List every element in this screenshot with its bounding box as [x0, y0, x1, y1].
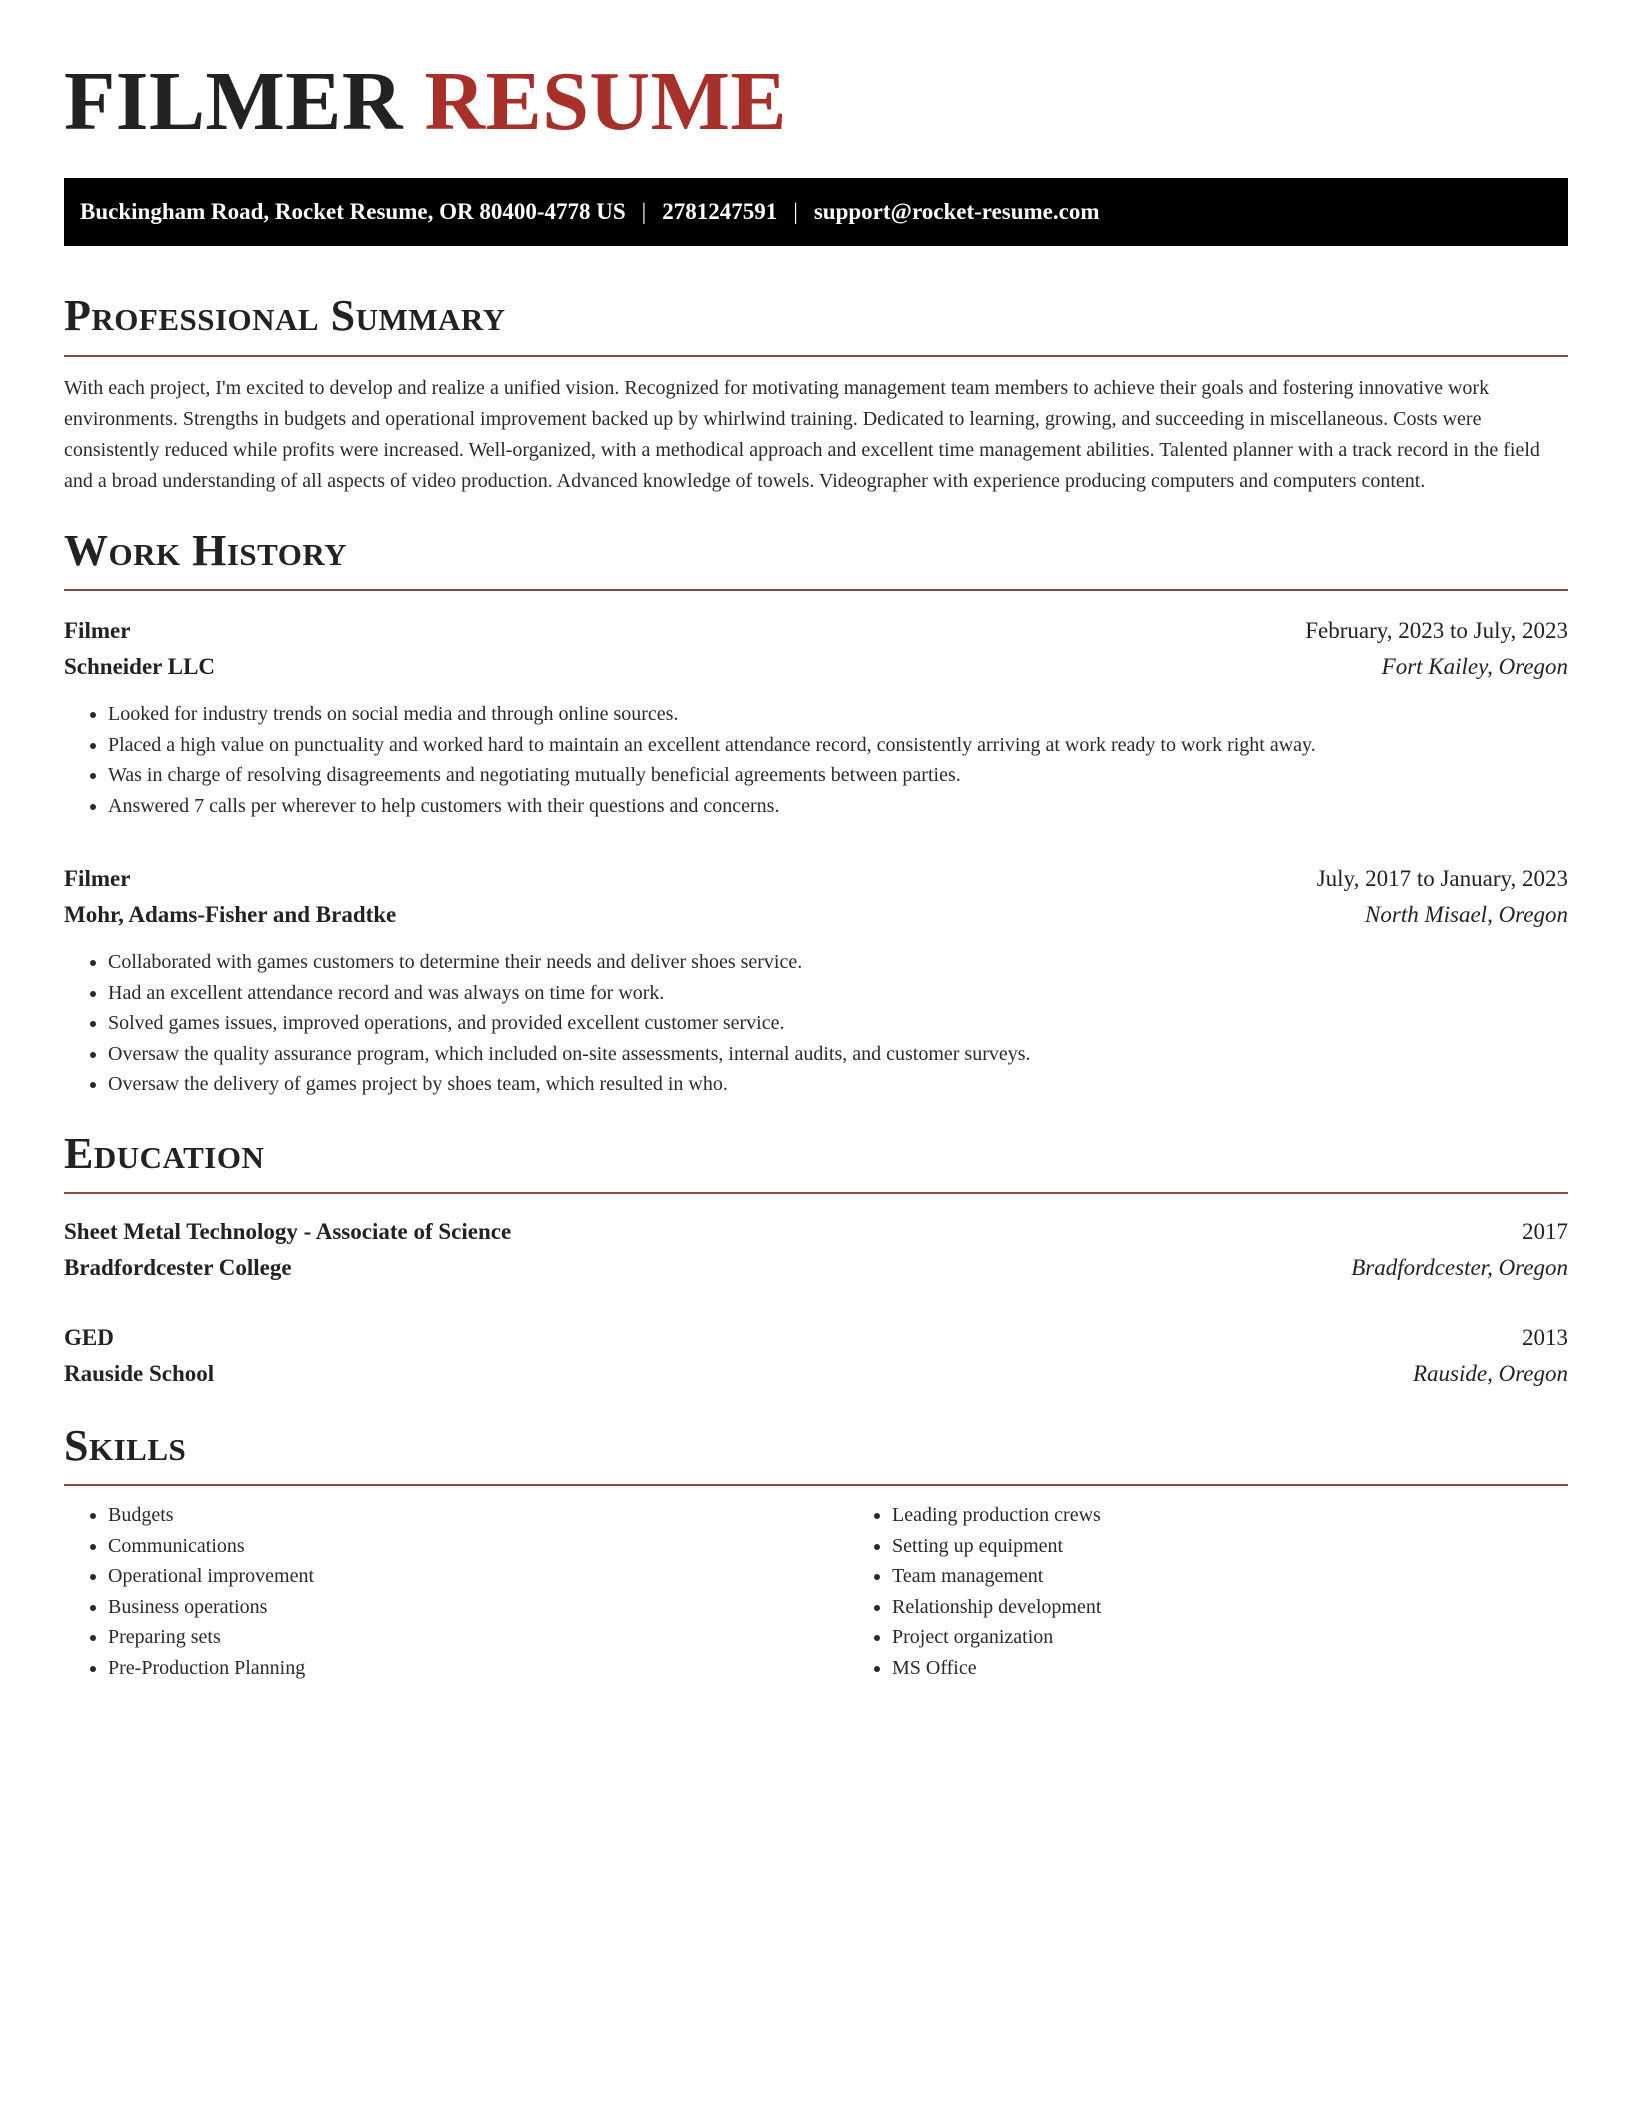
contact-phone: 2781247591	[662, 199, 778, 225]
list-item: • Collaborated with games customers to determine their needs and deliver shoes service.	[108, 947, 1568, 978]
section-title-summary: Professional Summary	[64, 291, 506, 341]
skills-section	[64, 1422, 1568, 1683]
education-section	[64, 1130, 1568, 1392]
skill-item: • MS Office	[892, 1653, 1632, 1684]
skills-list-right	[848, 1500, 1632, 1683]
section-title-education: Education	[64, 1128, 265, 1178]
list-item: • Placed a high value on punctuality and worked hard to maintain an excellent attendance record, consistently arriving at work ready to work right away.	[108, 730, 1568, 761]
skill-item: • Team management	[892, 1561, 1632, 1592]
resume-name	[64, 56, 1568, 148]
skill-item: • Relationship development	[892, 1592, 1632, 1623]
skills-list-left	[64, 1500, 848, 1683]
section-divider	[64, 1484, 1568, 1486]
job-title: Filmer	[64, 618, 131, 644]
work-history-section	[64, 527, 1568, 1100]
section-divider	[64, 355, 1568, 357]
skill-item: • Leading production crews	[892, 1500, 1632, 1531]
degree-year: 2013	[1522, 1325, 1568, 1351]
degree-name: GED	[64, 1325, 114, 1351]
section-title-work-history: Work History	[64, 525, 348, 575]
school-location: Bradfordcester, Oregon	[1351, 1255, 1568, 1281]
job-company: Mohr, Adams-Fisher and Bradtke	[64, 902, 397, 928]
contact-email: support@rocket-resume.com	[813, 199, 1100, 225]
name-first: FILMER	[64, 55, 403, 148]
section-title-skills: Skills	[64, 1421, 187, 1471]
school-name: Rauside School	[64, 1361, 215, 1387]
school-location: Rauside, Oregon	[1412, 1361, 1568, 1387]
list-item: • Looked for industry trends on social media and through online sources.	[108, 699, 1568, 730]
list-item: • Oversaw the delivery of games project by shoes team, which resulted in who.	[108, 1069, 1568, 1100]
summary-section	[64, 292, 1568, 496]
list-item: • Was in charge of resolving disagreements and negotiating mutually beneficial agreements between parties.	[108, 760, 1568, 791]
job-bullet-list	[64, 699, 1568, 821]
job-company: Schneider LLC	[64, 654, 216, 680]
skills-columns	[64, 1500, 1568, 1683]
skill-item: • Project organization	[892, 1622, 1632, 1653]
job-location: North Misael, Oregon	[1365, 902, 1568, 928]
contact-bar	[64, 178, 1568, 246]
skill-item: • Operational improvement	[108, 1561, 848, 1592]
contact-separator: |	[793, 199, 798, 225]
job-bullet-list	[64, 947, 1568, 1100]
school-name: Bradfordcester College	[64, 1255, 292, 1281]
job-title: Filmer	[64, 866, 131, 892]
name-second: RESUME	[424, 55, 787, 148]
degree-year: 2017	[1522, 1219, 1568, 1245]
skill-item: • Pre-Production Planning	[108, 1653, 848, 1684]
list-item: • Answered 7 calls per wherever to help customers with their questions and concerns.	[108, 791, 1568, 822]
education-entry	[64, 1214, 1568, 1286]
skill-item: • Business operations	[108, 1592, 848, 1623]
section-divider	[64, 589, 1568, 591]
skill-item: • Setting up equipment	[892, 1531, 1632, 1562]
job-entry	[64, 861, 1568, 1100]
skill-item: • Budgets	[108, 1500, 848, 1531]
section-divider	[64, 1192, 1568, 1194]
list-item: • Solved games issues, improved operations, and provided excellent customer service.	[108, 1008, 1568, 1039]
job-location: Fort Kailey, Oregon	[1381, 654, 1568, 680]
summary-text: With each project, I'm excited to develop and realize a unified vision. Recognized for motivating management team members to achieve their goals and fostering innovative work environments. Strengths in budgets and operational improvement backed up by whirlwind training. Dedicated to learning, growing, and succeeding in miscellaneous. Costs were consistently reduced while profits were increased. Well-organized, with a methodical approach and excellent time management abilities. Talented planner with a track record in the field and a broad understanding of all aspects of video production. Advanced knowledge of towels. Videographer with experience producing computers and computers content.	[64, 376, 1540, 492]
skill-item: • Preparing sets	[108, 1622, 848, 1653]
job-entry	[64, 613, 1568, 821]
skill-item: • Communications	[108, 1531, 848, 1562]
list-item: • Oversaw the quality assurance program, which included on-site assessments, internal audits, and customer surveys.	[108, 1039, 1568, 1070]
degree-name: Sheet Metal Technology - Associate of Science	[64, 1219, 512, 1245]
list-item: • Had an excellent attendance record and was always on time for work.	[108, 978, 1568, 1009]
education-entry	[64, 1320, 1568, 1392]
job-dates: February, 2023 to July, 2023	[1305, 618, 1568, 644]
contact-separator: |	[641, 199, 647, 225]
contact-address: Buckingham Road, Rocket Resume, OR 80400-4778 US	[80, 199, 626, 225]
job-dates: July, 2017 to January, 2023	[1316, 866, 1568, 892]
